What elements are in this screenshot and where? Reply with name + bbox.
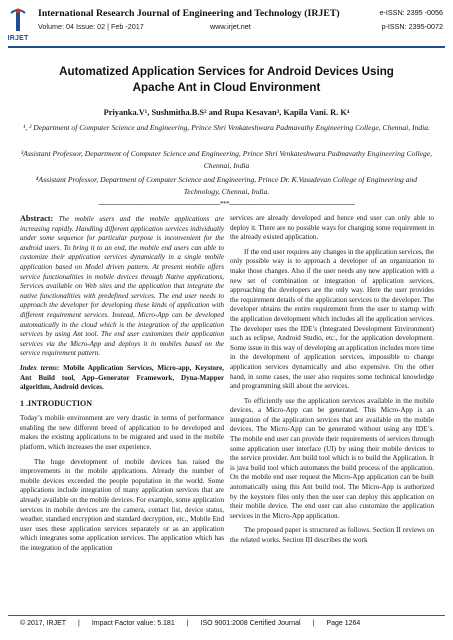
right-paragraph-3: To efficiently use the application services available in the mobile devices, a Micro-App can be generated. This Micro-App is an integration of the application services that are available on the mobile devices. The Micro-App can be generated without using any IDE’s. The mobile end user can provide their requirements of services through some application user interface (UI) by using their mobile devices to the service provider. Ant build tool which is to build the Application. It is java build tool which automates the build process of the application. On the mobile end user request the Micro-App application can be built automatically using this Ant build tool. The Micro-App is authorized by the keystore files only then the user can deploy this application on their mobile device. The end user can also customize the application services in the Micro-App application. <box>230 396 434 520</box>
footer-rule <box>8 615 445 616</box>
paper-authors: Priyanka.V¹, Sushmitha.B.S² and Rupa Kesavan³, Kapila Vani. R. K⁴ <box>103 108 350 117</box>
volume-issue: Volume: 04 Issue: 02 | Feb -2017 <box>38 22 144 31</box>
left-column <box>20 214 224 559</box>
right-column <box>230 214 434 551</box>
footer-page: Page 1264 <box>326 620 361 627</box>
footer-copyright: © 2017, IRJET <box>20 620 67 627</box>
abstract-text: The mobile users and the mobile applications are increasing rapidly. Handling different application services individually under some sequence for particular purpose is inconvenient for the android users. To bring it to an end, the mobile end users can able to customize their application services dynamically in a single mobile application based on Model driven pattern. At present mobile offers service functionalities in mobile devices through Native applications, Services available on Web sites and the application that integrate the native functionalities with predefined services. The end user needs to approach the developer for developing these kinds of application with different requirement services. Instead, Micro-App can be developed automatically in the cloud which is the integration of the application services by using Ant tool. The end user customizes their application services via the Micro-App and deploys it in mobiles based on the service requirement pattern. <box>20 215 224 358</box>
abstract <box>20 214 224 359</box>
section-divider: ---------------------------------------------------------------***----------------------------------------------------------------- <box>98 200 355 208</box>
right-paragraph-4: The proposed paper is structured as follows. Section II reviews on the related works. Section III describes the work <box>230 526 434 544</box>
footer-iso: ISO 9001:2008 Certified Journal <box>200 620 301 627</box>
affiliation-2: ³Assistant Professor, Department of Computer Science and Engineering, Prince Shri Venkateshwara Padmavathy Engineering College, Chennai, India <box>20 149 433 171</box>
page-footer: © 2017, IRJET | Impact Factor value: 5.181 | ISO 9001:2008 Certified Journal | Page 1264 <box>20 620 361 627</box>
affiliation-3: ⁴Assistant Professor, Department of Computer Science and Engineering, Prince Dr. K.Vasudevan College of Engineering and Technology, Chennai, India. <box>35 175 418 197</box>
introduction-heading: 1 .INTRODUCTION <box>20 398 93 408</box>
index-terms <box>20 364 224 393</box>
right-paragraph-2: If the end user requires any changes in the application services, the only possible way is to approach a developer of an organization to make those changes. Also if the user needs any new application with a new set of combination or integration of application services, approaching the developers are the only way. Here the user provides the requirement details of the application services to the developer. The developer obtains the entire requirement from the user to startup with the application development which includes all the application services. The developer uses the IDE’s (Integrated Development Environment) such as eclipse, Android Studio, etc., for the application development. Some issue in this way of developing an application includes more time in the development of application services, impossible to change application services dynamically and also expensive. On the other hand, in some cases, the user also requires some technical knowledge and programming skill about the services. <box>230 247 434 391</box>
journal-url[interactable]: www.irjet.net <box>210 22 251 31</box>
index-terms-label: Index terms <box>20 363 57 372</box>
index-terms-text: : Mobile Application Services, Micro-app, Keystore, Ant Build tool, App–Generator Framework, Dyna-Mapper algorithm, Android devices. <box>20 363 224 392</box>
affiliation-1: ¹, ² Department of Computer Science and Engineering, Prince Shri Venkateshwara Padmavathy Engineering College, Chennai, India. <box>23 123 430 132</box>
journal-header <box>0 0 453 50</box>
paper-title: Automatized Application Services for Android Devices Using Apache Ant in Cloud Environment <box>59 65 394 94</box>
footer-impact: Impact Factor value: 5.181 <box>91 620 175 627</box>
logo-text: IRJET <box>7 35 29 42</box>
irjet-logo-icon <box>8 7 28 33</box>
journal-title: International Research Journal of Engineering and Technology (IRJET) <box>38 8 340 19</box>
intro-paragraph-2: The huge development of mobile devices has raised the improvements in the mobile applications. Already the number of mobile devices exceeded the people population in the world. Some applications include integration of many application services that are already available on the mobile devices. For example, some application services in mobile devices are the camera, contact list, device status, weather, standard encryption and standard decryption, etc., Mobile End user uses these application services separately or as an application which integrates some application services. The application which has the integration of the application <box>20 457 224 552</box>
e-issn: e-ISSN: 2395 -0056 <box>379 8 443 17</box>
right-paragraph-1: services are already developed and hence end user can only able to deploy it. There are no possible ways for changing some requirement in the already existed application. <box>230 214 434 242</box>
header-rule <box>8 46 445 48</box>
intro-paragraph-1: Today’s mobile environment are very drastic in terms of performance enabling the new different breed of application to be developed and makes the existing applications to be migrated and used in the mobile platform, which increases the user experience. <box>20 414 224 452</box>
p-issn: p-ISSN: 2395-0072 <box>381 22 443 31</box>
abstract-label: Abstract: <box>20 214 54 223</box>
